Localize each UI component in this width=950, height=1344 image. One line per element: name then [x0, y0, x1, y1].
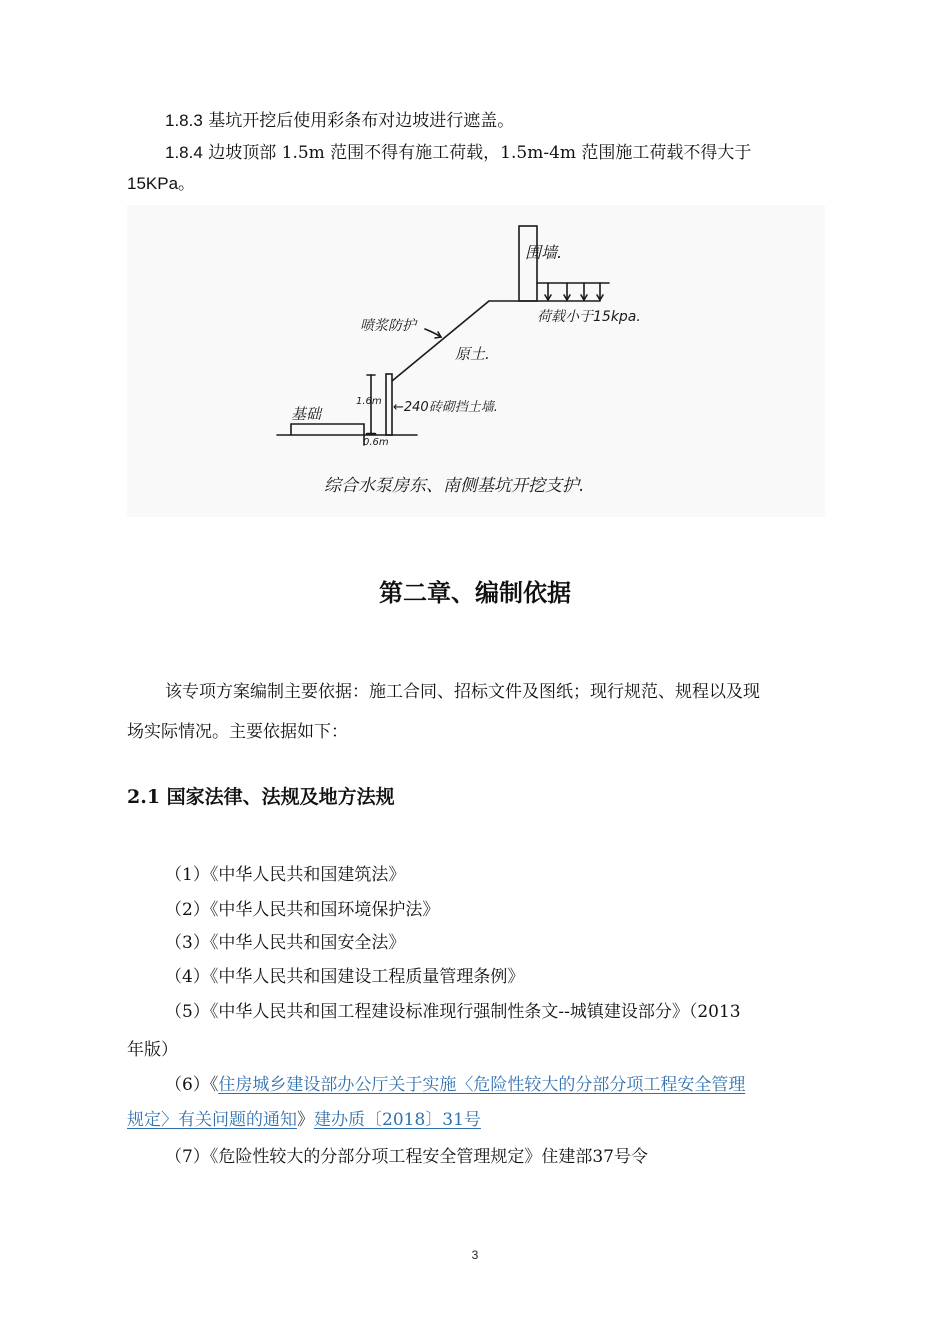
- reference-item: [165, 932, 405, 954]
- reference-link-document-number[interactable]: 建办质〔2018〕31号: [314, 1110, 481, 1130]
- reference-number: （3）: [165, 933, 210, 953]
- section-title: 2.1 国家法律、法规及地方法规: [127, 786, 395, 808]
- label-boundary-wall: 围墙.: [525, 243, 563, 262]
- reference-text: 《中华人民共和国建设工程质量管理条例》: [209, 967, 525, 987]
- reference-item: [165, 899, 439, 921]
- label-height-dimension: 1.6m: [356, 396, 382, 407]
- label-load-limit: 荷载小于15kpa.: [537, 309, 641, 325]
- reference-item: [165, 966, 524, 988]
- reference-text: 《中华人民共和国建筑法》: [209, 865, 406, 885]
- chapter-title: 第二章、编制依据: [379, 578, 571, 607]
- paragraph-1-8-3: [165, 110, 514, 132]
- reference-item-continuation: [127, 1109, 481, 1131]
- reference-item: [165, 864, 405, 886]
- reference-item: [165, 1001, 741, 1023]
- reference-open-quote: 《: [209, 1075, 219, 1095]
- reference-number: （2）: [165, 900, 210, 920]
- reference-number: （1）: [165, 865, 210, 885]
- item-text: 基坑开挖后使用彩条布对边坡进行遮盖。: [208, 111, 515, 131]
- excavation-support-diagram: [127, 205, 825, 517]
- reference-item: [165, 1074, 745, 1096]
- reference-link-notice[interactable]: 住房城乡建设部办公厅关于实施〈危险性较大的分部分项工程安全管理: [218, 1075, 746, 1095]
- reference-item: [165, 1146, 648, 1168]
- reference-text: 《中华人民共和国工程建设标准现行强制性条文--城镇建设部分》（2013: [209, 1002, 741, 1022]
- label-retaining-wall: ←240砖砌挡土墙.: [393, 400, 498, 415]
- label-original-soil: 原土.: [455, 345, 490, 363]
- reference-text: 《中华人民共和国安全法》: [209, 933, 406, 953]
- reference-number: （5）: [165, 1002, 210, 1022]
- label-shotcrete-protection: 喷浆防护: [360, 318, 416, 334]
- reference-number: （7）: [165, 1147, 210, 1167]
- paragraph-1-8-4-continuation: 15KPa。: [127, 174, 196, 193]
- page-number: 3: [471, 1248, 479, 1262]
- figure-caption: 综合水泵房东、南侧基坑开挖支护.: [324, 476, 585, 496]
- reference-item-continuation: 年版）: [127, 1040, 178, 1060]
- reference-number: （4）: [165, 967, 210, 987]
- item-number: 1.8.3: [165, 111, 203, 130]
- item-text: 边坡顶部 1.5m 范围不得有施工荷载，1.5m-4m 范围施工荷载不得大于: [208, 143, 752, 163]
- label-foundation: 基础: [291, 405, 322, 423]
- label-offset-dimension: 0.6m: [363, 437, 389, 448]
- reference-text: 《中华人民共和国环境保护法》: [209, 900, 440, 920]
- intro-line-2: 场实际情况。主要依据如下：: [127, 722, 348, 742]
- intro-line-1: 该专项方案编制主要依据：施工合同、招标文件及图纸；现行规范、规程以及现: [165, 682, 760, 702]
- paragraph-1-8-4: [165, 142, 751, 164]
- reference-number: （6）: [165, 1075, 210, 1095]
- reference-close-quote: 》: [297, 1110, 314, 1130]
- item-number: 1.8.4: [165, 143, 203, 162]
- reference-text: 《危险性较大的分部分项工程安全管理规定》住建部37号令: [209, 1147, 648, 1167]
- reference-link-notice-continued[interactable]: 规定〉有关问题的通知: [127, 1110, 297, 1130]
